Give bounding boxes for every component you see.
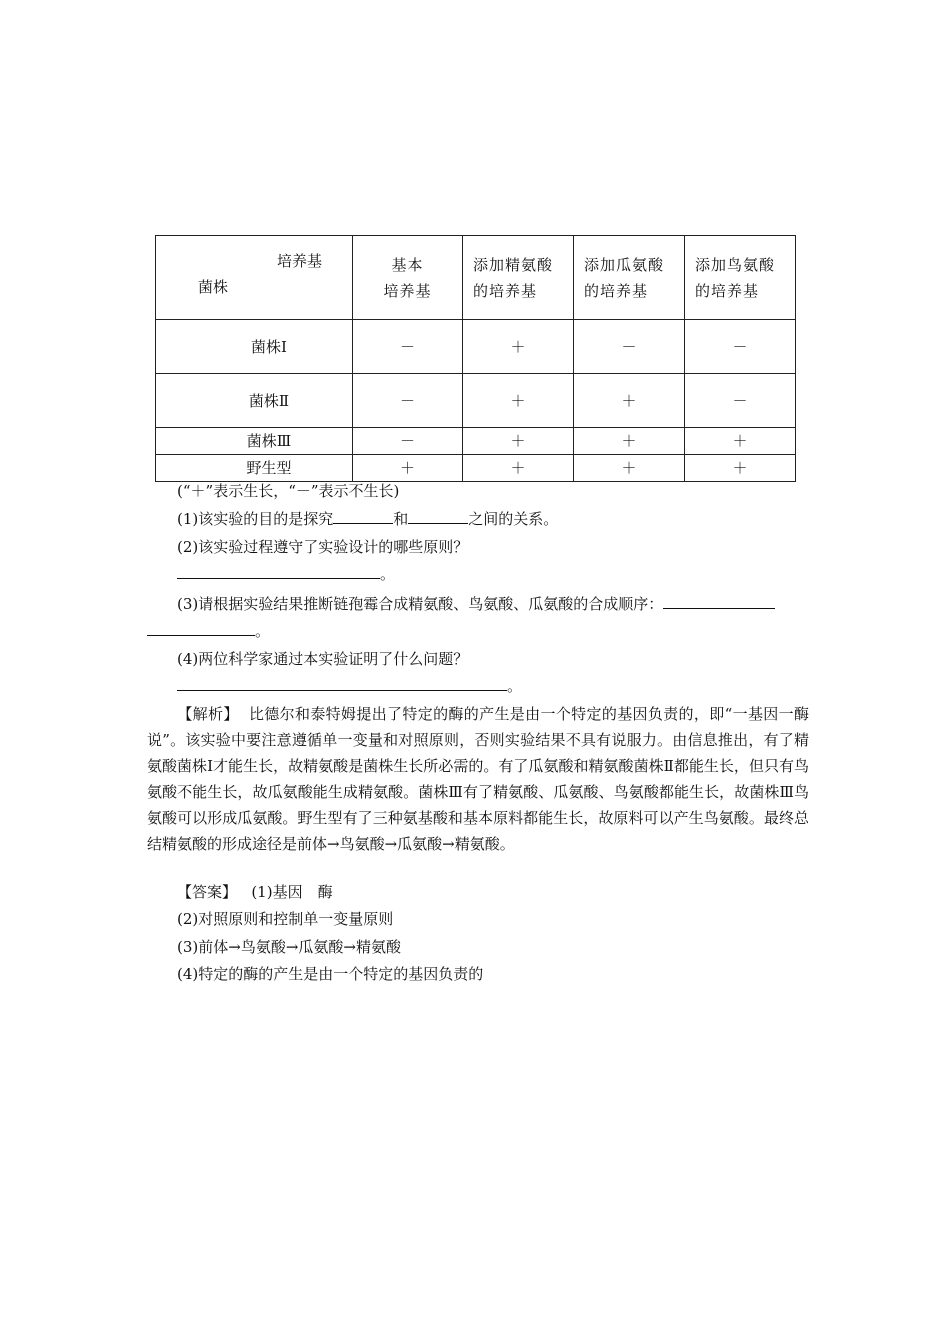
growth-cell: ＋ bbox=[463, 455, 574, 482]
growth-cell: ＋ bbox=[463, 428, 574, 455]
strain-name: 野生型 bbox=[156, 455, 353, 482]
answer-blank[interactable] bbox=[177, 564, 380, 579]
growth-cell: ＋ bbox=[463, 374, 574, 428]
col-header-basic: 基本 培养基 bbox=[353, 236, 463, 320]
header-strain-label: 菌株 bbox=[198, 278, 229, 296]
answer-4: (4)特定的酶的产生是由一个特定的基因负责的 bbox=[177, 965, 484, 983]
analysis-label: 【解析】 bbox=[177, 705, 239, 723]
question-4-answer-line: 。 bbox=[177, 675, 839, 697]
analysis-paragraph bbox=[147, 701, 809, 857]
answer-2: (2)对照原则和控制单一变量原则 bbox=[177, 910, 394, 928]
growth-cell: － bbox=[685, 320, 796, 374]
question-3: (3)请根据实验结果推断链孢霉合成精氨酸、鸟氨酸、瓜氨酸的合成顺序： bbox=[177, 593, 839, 615]
col-header-ornithine: 添加鸟氨酸 的培养基 bbox=[685, 236, 796, 320]
table-row bbox=[156, 374, 796, 428]
question-3-answer-line: 。 bbox=[147, 620, 809, 642]
answer-3: (3)前体→鸟氨酸→瓜氨酸→精氨酸 bbox=[177, 938, 401, 956]
question-1: (1)该实验的目的是探究 和 之间的关系。 bbox=[177, 510, 559, 528]
legend-note: (“＋”表示生长，“－”表示不生长) bbox=[177, 482, 400, 500]
growth-cell: ＋ bbox=[353, 455, 463, 482]
answer-blank[interactable] bbox=[147, 621, 255, 636]
answer-heading bbox=[177, 881, 839, 903]
growth-cell: ＋ bbox=[685, 428, 796, 455]
growth-cell: － bbox=[353, 428, 463, 455]
table-row bbox=[156, 428, 796, 455]
answer-1: (1)基因 酶 bbox=[251, 883, 333, 901]
answer-label: 【答案】 bbox=[177, 883, 238, 901]
col-header-arginine: 添加精氨酸 的培养基 bbox=[463, 236, 574, 320]
growth-cell: － bbox=[685, 374, 796, 428]
question-2-answer-line: 。 bbox=[177, 563, 839, 585]
growth-cell: ＋ bbox=[574, 428, 685, 455]
strain-name: 菌株Ⅰ bbox=[156, 320, 353, 374]
answer-blank[interactable] bbox=[408, 509, 468, 524]
table-header-row bbox=[156, 236, 796, 320]
growth-cell: ＋ bbox=[463, 320, 574, 374]
answer-blank[interactable] bbox=[333, 509, 393, 524]
col-header-citrulline: 添加瓜氨酸 的培养基 bbox=[574, 236, 685, 320]
table-row bbox=[156, 455, 796, 482]
growth-table bbox=[155, 235, 796, 482]
answer-blank[interactable] bbox=[177, 676, 507, 691]
growth-cell: ＋ bbox=[574, 374, 685, 428]
header-medium-label: 培养基 bbox=[276, 252, 322, 270]
answer-blank[interactable] bbox=[663, 594, 775, 609]
growth-cell: ＋ bbox=[574, 455, 685, 482]
strain-name: 菌株Ⅱ bbox=[156, 374, 353, 428]
table-row bbox=[156, 320, 796, 374]
growth-cell: ＋ bbox=[685, 455, 796, 482]
growth-cell: － bbox=[574, 320, 685, 374]
growth-cell: － bbox=[353, 320, 463, 374]
growth-cell: － bbox=[353, 374, 463, 428]
strain-name: 菌株Ⅲ bbox=[156, 428, 353, 455]
header-diagonal-cell bbox=[156, 236, 353, 320]
analysis-text: 比德尔和泰特姆提出了特定的酶的产生是由一个特定的基因负责的，即“一基因一酶说”。该实验中要注意遵循单一变量和对照原则，否则实验结果不具有说服力。由信息推出，有了精氨酸菌株Ⅰ才能生长，故精氨酸是菌株生长所必需的。有了瓜氨酸和精氨酸菌株Ⅱ都能生长，但只有鸟氨酸不能生长，故瓜氨酸能生成精氨酸。菌株Ⅲ有了精氨酸、瓜氨酸、鸟氨酸都能生长，故菌株Ⅲ鸟氨酸可以形成瓜氨酸。野生型有了三种氨基酸和基本原料都能生长，故原料可以产生鸟氨酸。最终总结精氨酸的形成途径是前体→鸟氨酸→瓜氨酸→精氨酸。 bbox=[147, 705, 809, 853]
question-4: (4)两位科学家通过本实验证明了什么问题？ bbox=[177, 650, 469, 668]
question-2: (2)该实验过程遵守了实验设计的哪些原则？ bbox=[177, 538, 469, 556]
